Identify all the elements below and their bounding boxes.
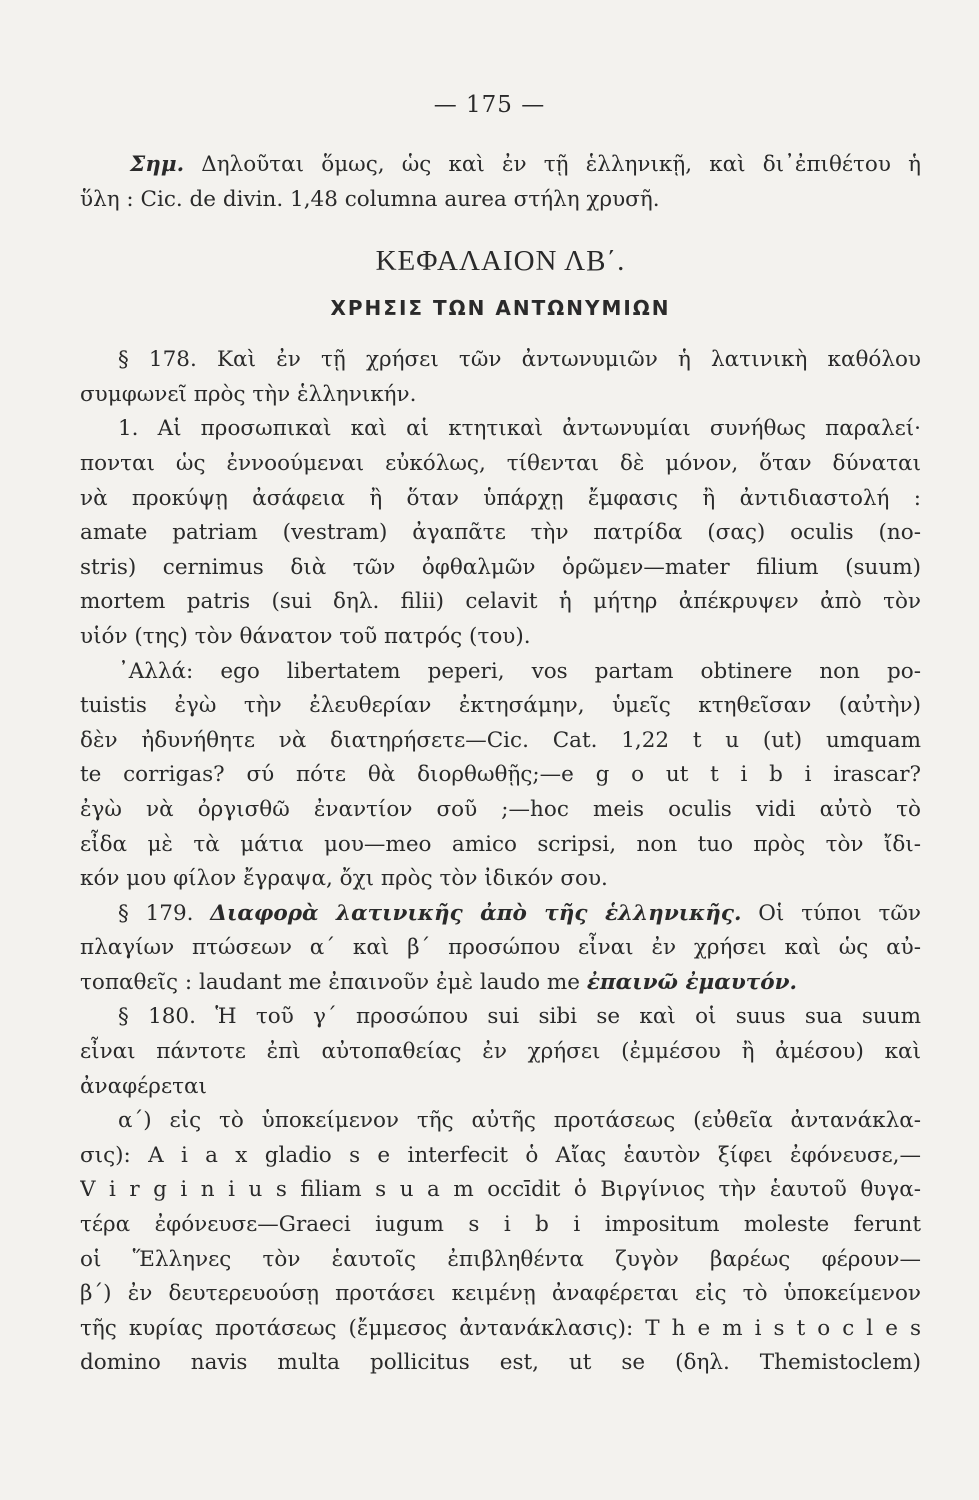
section-number: § 179. [118, 900, 211, 926]
text-line: domino navis multa pollicitus est, ut se (δηλ. Themistoclem) [80, 1350, 921, 1376]
text-line: δὲν ἠδυνήθητε νὰ διατηρήσετε—Cic. Cat. 1,22 t u (ut) umquam [80, 727, 921, 753]
text-line: κόν μου φίλον ἔγραψα, ὄχι πρὸς τὸν ἰδικόν σου. [80, 866, 608, 892]
section-title: Διαφορὰ λατινικῆς ἀπὸ τῆς ἑλληνικῆς. [210, 900, 742, 926]
text-line [80, 966, 921, 1001]
text-line: οἱ Ἕλληνες τὸν ἑαυτοῖς ἐπιβληθέντα ζυγὸν βαρέως φέρουν— [80, 1246, 921, 1272]
text-line: συμφωνεῖ πρὸς τὴν ἑλληνικήν. [80, 381, 417, 407]
note-text: Δηλοῦται ὅμως, ὡς καὶ ἐν τῇ ἑλληνικῇ, καὶ δι᾽ἐπιθέτου ἡ [184, 152, 921, 177]
emphasis: ἐπαινῶ ἐμαυτόν. [586, 969, 797, 995]
note-label: Σημ. [130, 152, 185, 177]
text-line: tuistis ἐγὼ τὴν ἐλευθερίαν ἐκτησάμην, ὑμεῖς κτηθεῖσαν (αὐτὴν) [80, 693, 921, 719]
note-line: ὕλη : Cic. de divin. 1,48 columna aurea στήλη χρυσῆ. [80, 186, 660, 212]
text-line: amate patriam (vestram) ἀγαπᾶτε τὴν πατρίδα (σας) oculis (no- [80, 520, 921, 546]
text-line: 1. Αἱ προσωπικαὶ καὶ αἱ κτητικαὶ ἀντωνυμίαι συνήθως παραλεί· [118, 416, 921, 442]
text-line: σις): A i a x gladio s e interfecit ὁ Αἴας ἑαυτὸν ξίφει ἐφόνευσε,— [80, 1142, 921, 1168]
text-line: ᾽Αλλά: ego libertatem peperi, vos partam obtinere non po- [118, 658, 921, 684]
text-line: stris) cernimus διὰ τῶν ὀφθαλμῶν ὁρῶμεν—mater filium (suum) [80, 554, 921, 580]
text-line: τέρα ἐφόνευσε—Graeci iugum s i b i impositum moleste ferunt [80, 1212, 921, 1238]
text-line: τῆς κυρίας προτάσεως (ἔμμεσος ἀντανάκλασις): T h e m i s t o c l e s [80, 1315, 921, 1341]
chapter-title: ΚΕΦΑΛΑΙΟΝ ΛΒ΄. [375, 245, 626, 278]
text-line: mortem patris (sui δηλ. filii) celavit ἡ μήτηρ ἀπέκρυψεν ἀπὸ τὸν [80, 589, 921, 615]
text-line: te corrigas? σύ πότε θὰ διορθωθῇς;—e g o ut t i b i irascar? [80, 762, 921, 788]
section-text: Οἱ τύποι τῶν [741, 900, 921, 926]
text-line: § 180. Ἡ τοῦ γ΄ προσώπου sui sibi se καὶ οἱ suus sua suum [118, 1004, 921, 1030]
text-segment: τοπαθεῖς : laudant me ἐπαινοῦν ἐμὲ laudo me [80, 969, 587, 995]
note-line [80, 148, 921, 183]
page-number: — 175 — [433, 92, 546, 118]
text-line: υἱόν (της) τὸν θάνατον τοῦ πατρός (του). [80, 623, 531, 649]
text-line: πονται ὡς ἐννοούμεναι εὐκόλως, τίθενται δὲ μόνον, ὅταν δύναται [80, 450, 921, 476]
text-line: β΄) ἐν δευτερευούσῃ προτάσει κειμένῃ ἀναφέρεται εἰς τὸ ὑποκείμενον [80, 1281, 921, 1307]
text-line: ἀναφέρεται [80, 1073, 207, 1099]
text-line: ἐγὼ νὰ ὀργισθῶ ἐναντίον σοῦ ;—hoc meis oculis vidi αὐτὸ τὸ [80, 796, 921, 822]
text-line: εἶδα μὲ τὰ μάτια μου—meo amico scripsi, non tuo πρὸς τὸν ἴδι- [80, 831, 921, 857]
text-line: πλαγίων πτώσεων α΄ καὶ β΄ προσώπου εἶναι ἐν χρήσει καὶ ὡς αὐ- [80, 935, 921, 961]
text-line: § 178. Καὶ ἐν τῇ χρήσει τῶν ἀντωνυμιῶν ἡ λατινικὴ καθόλου [118, 347, 921, 373]
text-line: α΄) εἰς τὸ ὑποκείμενον τῆς αὐτῆς προτάσεως (εὐθεῖα ἀντανάκλα- [118, 1108, 921, 1134]
text-line: νὰ προκύψῃ ἀσάφεια ἢ ὅταν ὑπάρχῃ ἔμφασις ἢ ἀντιδιαστολή : [80, 485, 921, 511]
page-text [80, 148, 921, 1381]
text-line: V i r g i n i u s filiam s u a m occīdit ὁ Βιργίνιος τὴν ἑαυτοῦ θυγα- [80, 1177, 921, 1203]
text-line: εἶναι πάντοτε ἐπὶ αὐτοπαθείας ἐν χρήσει (ἐμμέσου ἢ ἀμέσου) καὶ [80, 1039, 921, 1065]
chapter-subtitle: ΧΡΗΣΙΣ ΤΩΝ ΑΝΤΩΝΥΜΙΩΝ [330, 296, 671, 321]
paragraph-179-heading [80, 897, 921, 932]
